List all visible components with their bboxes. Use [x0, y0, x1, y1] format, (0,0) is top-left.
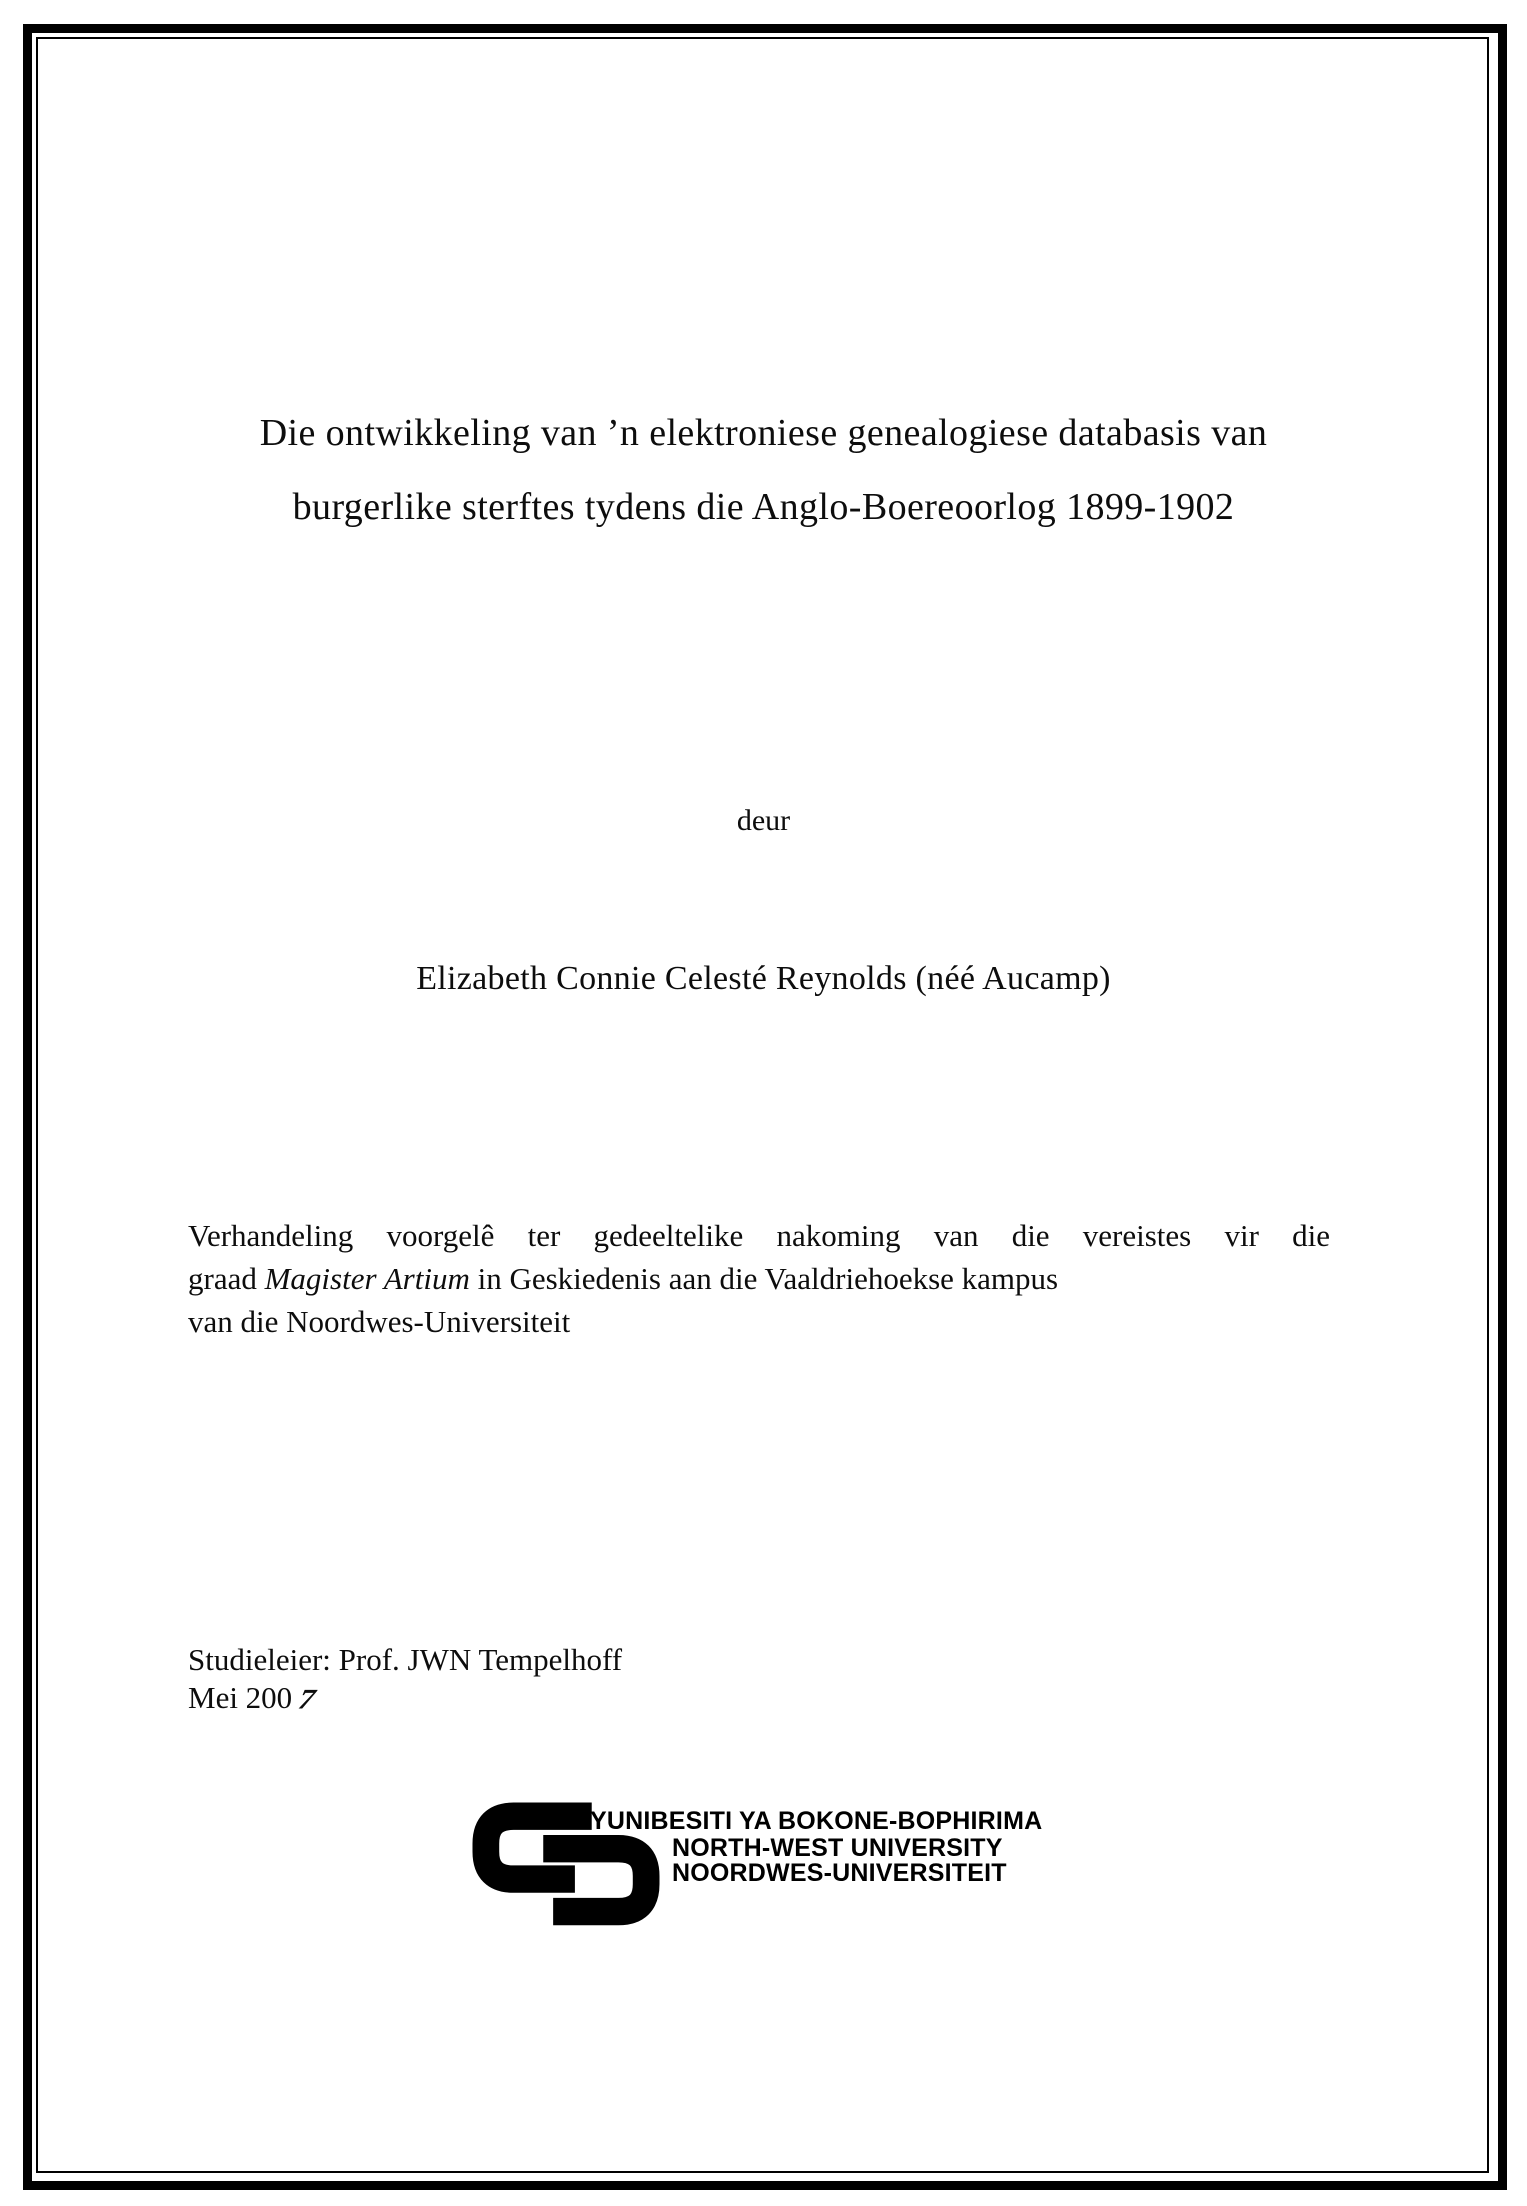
degree-statement-line3: van die Noordwes-Universiteit — [188, 1304, 571, 1339]
supervisor-block — [188, 1641, 622, 1717]
thesis-title — [100, 396, 1427, 544]
degree-statement — [188, 1214, 1330, 1343]
university-logo — [472, 1800, 1092, 1960]
byline-label: deur — [736, 804, 791, 837]
logo-text-afrikaans: NOORDWES-UNIVERSITEIT — [672, 1859, 1007, 1887]
thesis-title-line1: Die ontwikkeling van ’n elektroniese genealogiese databasis van — [259, 412, 1268, 454]
thesis-title-line2: burgerlike sterftes tydens die Anglo-Boereoorlog 1899-1902 — [292, 486, 1235, 528]
date-line — [188, 1679, 622, 1717]
degree-statement-line2-prefix: graad — [188, 1261, 265, 1296]
author-name: Elizabeth Connie Celesté Reynolds (néé Aucamp) — [416, 960, 1111, 997]
logo-text-english: NORTH-WEST UNIVERSITY — [672, 1834, 1003, 1862]
date-prefix: Mei 200 — [188, 1680, 293, 1715]
degree-statement-line2 — [188, 1257, 1330, 1300]
supervisor-line: Studieleier: Prof. JWN Tempelhoff — [188, 1642, 623, 1677]
degree-statement-line1: Verhandeling voorgelê ter gedeeltelike nakoming van die vereistes vir die — [188, 1218, 1330, 1253]
degree-statement-line2-suffix: in Geskiedenis aan die Vaaldriehoekse kampus — [469, 1261, 1059, 1296]
logo-text-setswana: YUNIBESITI YA BOKONE-BOPHIRIMA — [590, 1807, 1043, 1835]
date-year-glyph: 7 — [292, 1682, 322, 1716]
degree-title-italic: Magister Artium — [264, 1261, 470, 1296]
